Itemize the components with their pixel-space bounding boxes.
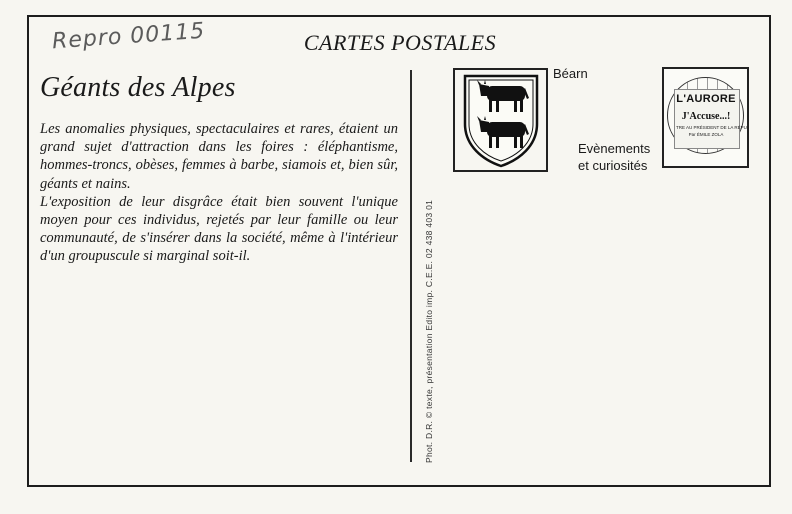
handwritten-reference: Repro 00115 [51,18,206,55]
postage-stamp [662,67,749,168]
header-title: CARTES POSTALES [303,30,497,55]
region-label: Béarn [553,66,588,81]
category-label [578,140,650,174]
card-description [40,120,398,266]
description-paragraph-1: Les anomalies physiques, spectaculaires et rares, étaient un grand sujet d'attraction dans les foires : éléphantisme, hommes-troncs, obèses, femmes à barbe, siamois et, bien sûr, géants et nains. [40,121,398,192]
description-paragraph-2: L'exposition de leur disgrâce était bien souvent l'unique moyen pour ces individus, rejetés par leur famille ou leur communauté, de s'insérer dans la société, même à l'intérieur d'un groupuscule si marginal soit-il. [40,193,398,265]
stamp-newspaper-title: L'AURORE [676,93,736,105]
card-title: Géants des Alpes [40,72,236,103]
stamp-author: Par ÉMILE ZOLA [688,132,724,137]
vertical-divider [410,70,412,462]
bearn-coat-of-arms [453,68,548,172]
stamp-subheadline: TRE AU PRÉSIDENT DE LA RÉPU [676,125,747,130]
publisher-credit: Phot. D.R. © texte, présentation Edito imp. C.E.E. 02 438 403 01 [424,199,434,463]
category-label-line-1: Evènements [578,141,651,156]
category-label-line-2: et curiosités [578,158,648,173]
stamp-headline: J'Accuse...! [681,111,731,122]
shield-cows-icon [459,72,543,168]
